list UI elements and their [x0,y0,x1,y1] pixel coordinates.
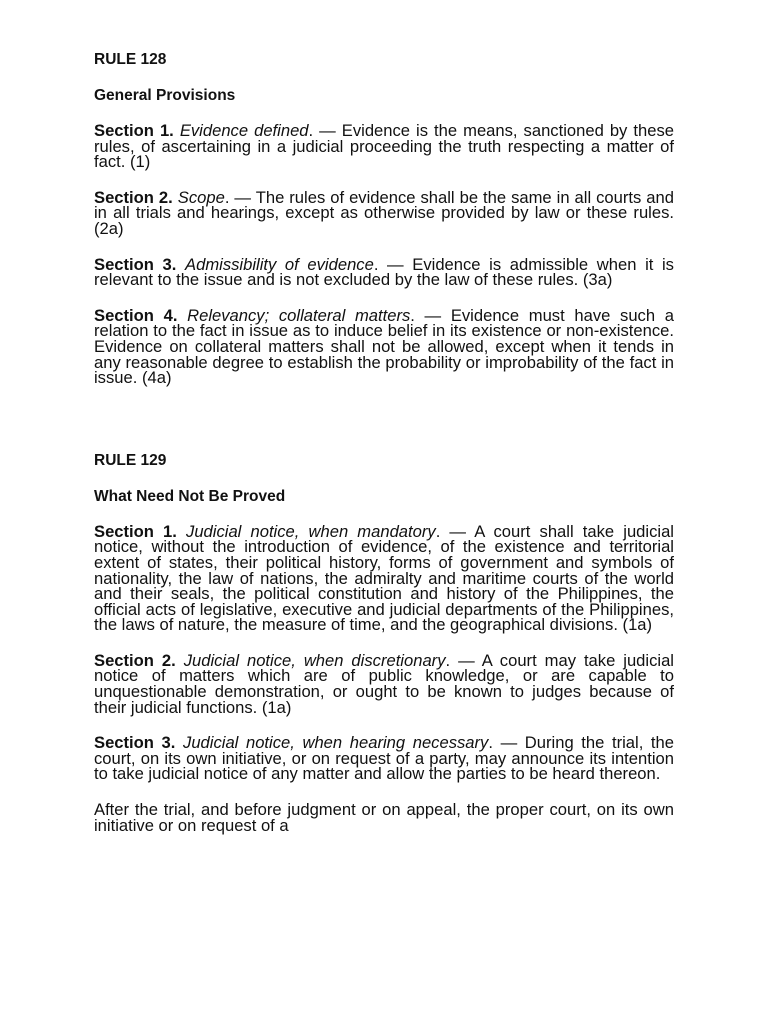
section-number: Section 2. [94,650,176,670]
section-title: Judicial notice, when discretionary [183,650,446,670]
body-paragraph: After the trial, and before judgment or on appeal, the proper court, on its own initiative or on request of a [94,800,674,835]
section-title: Scope [177,187,225,207]
rule-spacer [94,406,674,452]
section-body: . — A court shall take judicial notice, without the introduction of evidence, of the existence and territorial extent of states, their political history, forms of government and symbols of nationality, the law of nations, the admiralty and maritime courts of the world and their seals, the political constitution and history of the Philippines, the official acts of legislative, executive and judicial departments of the Philippines, the laws of nature, the measure of time, and the geographical divisions. (1a) [94,521,674,635]
rule-128-block [94,51,674,386]
rule-subheading: What Need Not Be Proved [94,487,286,505]
section-title: Admissibility of evidence [185,254,374,274]
section-number: Section 1. [94,521,177,541]
rule-heading: RULE 129 [94,451,167,469]
section-body: . — During the trial, the court, on its own initiative, or on request of a party, may announce its intention to take judicial notice of any matter and allow the parties to be heard thereon. [94,733,674,784]
section-body: . — Evidence is admissible when it is relevant to the issue and is not excluded by the law of these rules. (3a) [94,254,674,290]
section-body: . — Evidence is the means, sanctioned by these rules, of ascertaining in a judicial proceeding the truth respecting a matter of fact. (1) [94,121,674,172]
section-paragraph [94,305,674,388]
section-paragraph [94,123,674,170]
section-title: Judicial notice, when hearing necessary [183,733,489,753]
section-paragraph [94,254,674,290]
section-number: Section 4. [94,305,178,325]
section-paragraph [94,650,674,717]
rule-129-block [94,452,674,834]
section-number: Section 3. [94,254,177,274]
section-body: . — Evidence must have such a relation to the fact in issue as to induce belief in its existence or non-existence. Evidence on collateral matters shall not be allowed, except when it tends in any reasonable degree to establish the probability or improbability of the fact in issue. (4a) [94,305,674,388]
section-paragraph [94,735,674,782]
rule-heading: RULE 128 [94,51,167,68]
section-title: Judicial notice, when mandatory [186,521,436,541]
section-number: Section 2. [94,187,173,207]
section-body: . — The rules of evidence shall be the same in all courts and in all trials and hearings, except as otherwise provided by law or these rules. (2a) [94,187,674,238]
section-paragraph [94,187,674,238]
section-title: Evidence defined [179,121,309,140]
rule-subheading: General Provisions [94,87,236,104]
section-number: Section 1. [94,121,174,140]
section-title: Relevancy; collateral matters [187,305,411,325]
section-number: Section 3. [94,733,176,753]
section-body: . — A court may take judicial notice of matters which are of public knowledge, or are capable to unquestionable demonstration, or ought to be known to judges because of their judicial functions. (1a) [94,650,674,717]
section-paragraph [94,521,674,635]
